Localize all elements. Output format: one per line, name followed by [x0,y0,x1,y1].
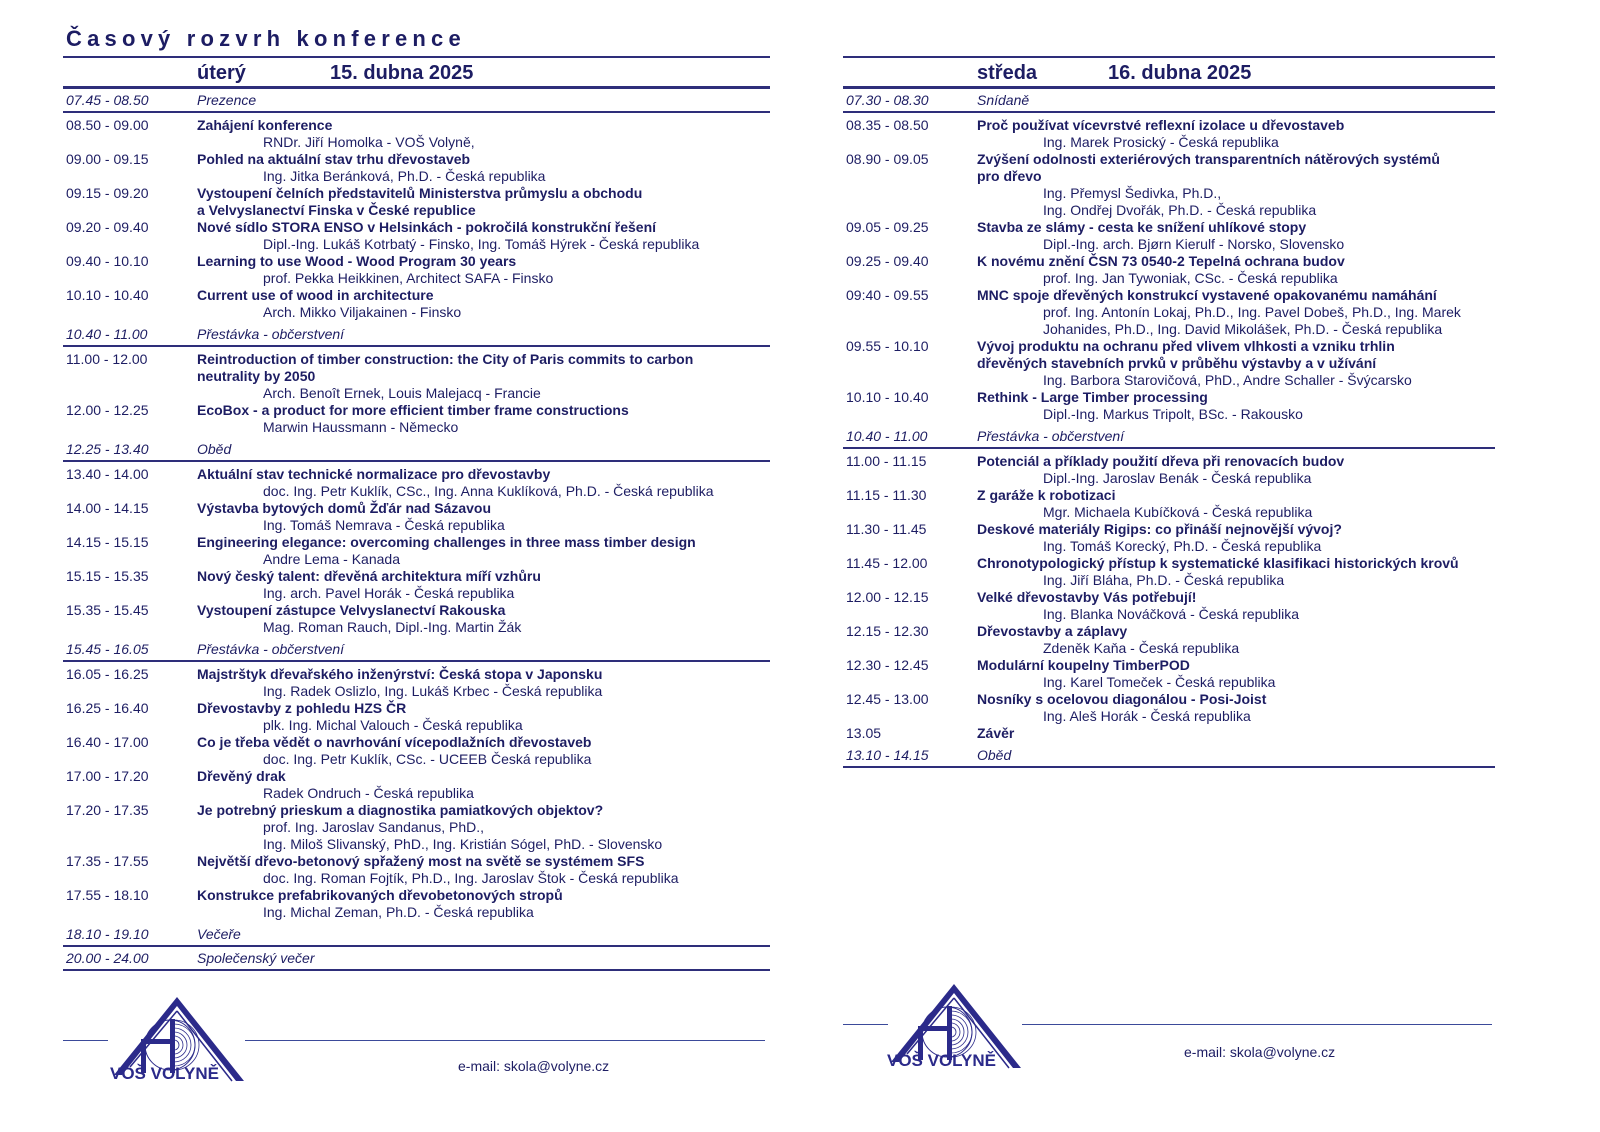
schedule-item [843,555,1495,589]
item-time: 09.20 - 09.40 [66,219,149,235]
item-time: 10.10 - 10.40 [846,389,929,405]
item-speaker: RNDr. Jiří Homolka - VOŠ Volyně, [263,134,475,150]
item-title: Reintroduction of timber construction: the City of Paris commits to carbon [197,351,694,367]
schedule-item [63,151,770,185]
item-time: 15.35 - 15.45 [66,602,149,618]
item-time: 13.05 [846,725,882,741]
item-body [197,219,770,253]
item-speaker: plk. Ing. Michal Valouch - Česká republika [263,717,523,733]
schedule-list [63,89,770,971]
day-date: 15. dubna 2025 [330,62,474,84]
item-title: Proč používat vícevrstvé reflexní izolace u dřevostaveb [977,117,1345,133]
schedule-item [63,185,770,219]
item-speaker: Ing. Ondřej Dvořák, Ph.D. - Česká republika [1043,202,1317,218]
session-block [843,113,1495,425]
schedule-item [63,402,770,436]
item-title: Pohled na aktuální stav trhu dřevostaveb [197,151,471,167]
item-speaker: Zdeněk Kaňa - Česká republika [1043,640,1240,656]
schedule-item [843,521,1495,555]
day-date: 16. dubna 2025 [1108,62,1252,84]
item-time: 16.25 - 16.40 [66,700,149,716]
item-title: Závěr [977,725,1015,741]
item-time: 17.35 - 17.55 [66,853,149,869]
item-time: 09.40 - 10.10 [66,253,149,269]
item-body [197,151,770,185]
break-time: 10.40 - 11.00 [66,326,148,342]
item-time: 15.15 - 15.35 [66,568,149,584]
item-body [977,253,1495,287]
school-email[interactable]: e-mail: skola@volyne.cz [1184,1044,1336,1060]
item-title: Rethink - Large Timber processing [977,389,1208,405]
break-row [63,923,770,947]
schedule-item [843,253,1495,287]
item-speaker: doc. Ing. Petr Kuklík, CSc. - UCEEB Česká republika [263,751,592,767]
schedule-item [63,500,770,534]
item-time: 08.90 - 09.05 [846,151,929,167]
item-body [977,657,1495,691]
schedule-item [843,487,1495,521]
item-title: Dřevostavby z pohledu HZS ČR [197,700,407,716]
item-title: a Velvyslanectví Finska v České republice [197,202,476,218]
item-title: Výstavba bytových domů Žďár nad Sázavou [197,500,492,516]
schedule-item [843,117,1495,151]
day-name: středa [977,62,1038,84]
item-time: 14.15 - 15.15 [66,534,149,550]
item-body [977,623,1495,657]
session-block [63,113,770,323]
item-time: 11.15 - 11.30 [846,487,927,503]
school-logo [885,982,1023,1072]
item-body [977,287,1495,338]
item-title: Nosníky s ocelovou diagonálou - Posi-Joist [977,691,1267,707]
session-block [63,347,770,438]
item-body [977,521,1495,555]
item-time: 12.45 - 13.00 [846,691,929,707]
item-body [197,351,770,402]
item-time: 12.00 - 12.15 [846,589,929,605]
item-title: MNC spoje dřevěných konstrukcí vystavené opakovanému namáhání [977,287,1437,303]
day-header [63,58,770,89]
item-body [197,602,770,636]
item-body [197,402,770,436]
item-title: Největší dřevo-betonový spřažený most na světě se systémem SFS [197,853,645,869]
break-time: 20.00 - 24.00 [66,950,149,966]
item-body [977,151,1495,219]
item-speaker: Johanides, Ph.D., Ing. David Mikolášek, Ph.D. - Česká republika [1043,321,1443,337]
item-title: Deskové materiály Rigips: co přináší nejnovější vývoj? [977,521,1342,537]
schedule-item [843,589,1495,623]
item-title: Stavba ze slámy - cesta ke snížení uhlíkové stopy [977,219,1307,235]
schedule-item [63,768,770,802]
item-speaker: Arch. Mikko Viljakainen - Finsko [263,304,462,320]
schedule-item [63,734,770,768]
item-body [977,338,1495,389]
item-time: 17.00 - 17.20 [66,768,149,784]
schedule-item [63,700,770,734]
item-body [197,253,770,287]
divider [63,1040,108,1041]
schedule-item [843,691,1495,725]
break-time: 07.45 - 08.50 [66,92,149,108]
page-title: Časový rozvrh konference [66,26,466,51]
day-header [843,58,1495,89]
item-body [977,589,1495,623]
schedule-item [843,389,1495,423]
item-title: Vystoupení zástupce Velvyslanectví Rakouska [197,602,506,618]
item-speaker: prof. Ing. Jaroslav Sandanus, PhD., [263,819,485,835]
item-title: Velké dřevostavby Vás potřebují! [977,589,1197,605]
schedule-item [63,253,770,287]
item-title: neutrality by 2050 [197,368,316,384]
item-body [197,500,770,534]
item-speaker: Dipl.-Ing. Jaroslav Benák - Česká republika [1043,470,1312,486]
break-label: Oběd [977,747,1012,763]
item-speaker: Mgr. Michaela Kubíčková - Česká republika [1043,504,1313,520]
item-title: Potenciál a příklady použití dřeva při renovacích budov [977,453,1345,469]
item-time: 17.20 - 17.35 [66,802,149,818]
break-row [63,323,770,347]
item-speaker: Mag. Roman Rauch, Dipl.-Ing. Martin Žák [263,619,522,635]
item-time: 16.05 - 16.25 [66,666,149,682]
schedule-day-wednesday [843,56,1495,768]
item-title: K novému znění ČSN 73 0540-2 Tepelná ochrana budov [977,253,1345,269]
item-time: 08.35 - 08.50 [846,117,929,133]
schedule-item [63,351,770,402]
item-title: Zahájení konference [197,117,333,133]
item-time: 14.00 - 14.15 [66,500,149,516]
item-time: 12.30 - 12.45 [846,657,929,673]
item-body [977,219,1495,253]
item-body [977,453,1495,487]
item-body [197,666,770,700]
item-title: Majstrštyk dřevařského inženýrství: Česká stopa v Japonsku [197,666,603,682]
item-body [197,185,770,219]
schedule-item [843,287,1495,338]
item-time: 11.00 - 11.15 [846,453,927,469]
schedule-list [843,89,1495,768]
break-label: Oběd [197,441,232,457]
break-time: 18.10 - 19.10 [66,926,149,942]
item-speaker: Arch. Benoît Ernek, Louis Malejacq - Francie [263,385,541,401]
break-time: 15.45 - 16.05 [66,641,149,657]
break-label: Snídaně [977,92,1030,108]
schedule-item [843,453,1495,487]
item-body [197,700,770,734]
item-time: 11.45 - 12.00 [846,555,928,571]
item-speaker: Dipl.-Ing. Lukáš Kotrbatý - Finsko, Ing. Tomáš Hýrek - Česká republika [263,236,700,252]
schedule-item [63,568,770,602]
item-speaker: Ing. Karel Tomeček - Česká republika [1043,674,1276,690]
item-speaker: prof. Pekka Heikkinen, Architect SAFA - Finsko [263,270,554,286]
break-time: 10.40 - 11.00 [846,428,928,444]
item-body [977,389,1495,423]
divider [1022,1024,1492,1025]
schedule-item [843,219,1495,253]
schedule-item [63,853,770,887]
item-body [197,768,770,802]
item-time: 09.15 - 09.20 [66,185,149,201]
item-title: Dřevěný drak [197,768,286,784]
item-body [977,487,1495,521]
session-block [63,462,770,638]
item-speaker: doc. Ing. Roman Fojtík, Ph.D., Ing. Jaroslav Štok - Česká republika [263,870,679,886]
item-speaker: Dipl.-Ing. Markus Tripolt, BSc. - Rakousko [1043,406,1303,422]
item-title: pro dřevo [977,168,1042,184]
break-label: Večeře [197,926,241,942]
item-time: 11.00 - 12.00 [66,351,148,367]
school-email[interactable]: e-mail: skola@volyne.cz [458,1058,610,1074]
item-time: 10.10 - 10.40 [66,287,149,303]
break-label: Prezence [197,92,257,108]
item-title: Nový český talent: dřevěná architektura míří vzhůru [197,568,541,584]
divider [843,1024,888,1025]
item-body [977,725,1495,742]
item-title: Modulární koupelny TimberPOD [977,657,1190,673]
item-speaker: Ing. Radek Oslizlo, Ing. Lukáš Krbec - Česká republika [263,683,603,699]
item-title: Current use of wood in architecture [197,287,434,303]
item-speaker: Ing. arch. Pavel Horák - Česká republika [263,585,515,601]
item-title: Co je třeba vědět o navrhování vícepodlažních dřevostaveb [197,734,592,750]
item-body [977,691,1495,725]
item-title: Engineering elegance: overcoming challenges in three mass timber design [197,534,696,550]
item-body [977,555,1495,589]
item-title: Nové sídlo STORA ENSO v Helsinkách - pokročilá konstrukční řešení [197,219,657,235]
schedule-day-tuesday [63,56,770,971]
item-speaker: Ing. Miloš Slivanský, PhD., Ing. Kristián Sógel, PhD. - Slovensko [263,836,663,852]
break-row [843,744,1495,768]
schedule-item [63,287,770,321]
schedule-item [843,657,1495,691]
item-body [197,802,770,853]
item-time: 12.00 - 12.25 [66,402,149,418]
item-body [197,466,770,500]
break-label: Přestávka - občerstvení [197,641,345,657]
schedule-item [63,602,770,636]
break-row [843,425,1495,449]
item-speaker: Ing. Tomáš Nemrava - Česká republika [263,517,505,533]
school-logo [108,995,246,1085]
break-row [63,438,770,462]
item-speaker: Ing. Přemysl Šedivka, Ph.D., [1043,185,1222,201]
item-time: 08.50 - 09.00 [66,117,149,133]
item-speaker: Marwin Haussmann - Německo [263,419,459,435]
item-title: Chronotypologický přístup k systematické klasifikaci historických krovů [977,555,1459,571]
break-label: Společenský večer [197,950,315,966]
day-name: úterý [197,62,246,84]
item-speaker: Ing. Tomáš Korecký, Ph.D. - Česká republika [1043,538,1322,554]
item-speaker: Ing. Marek Prosický - Česká republika [1043,134,1279,150]
schedule-item [63,887,770,921]
item-body [197,117,770,151]
schedule-item [63,534,770,568]
item-title: Aktuální stav technické normalizace pro dřevostavby [197,466,551,482]
item-title: Z garáže k robotizaci [977,487,1116,503]
item-speaker: doc. Ing. Petr Kuklík, CSc., Ing. Anna Kuklíková, Ph.D. - Česká republika [263,483,714,499]
item-body [197,734,770,768]
item-time: 09.00 - 09.15 [66,151,149,167]
item-body [197,534,770,568]
break-row [843,89,1495,113]
item-title: Je potrebný prieskum a diagnostika pamiatkových objektov? [197,802,604,818]
item-time: 09.55 - 10.10 [846,338,929,354]
item-time: 13.40 - 14.00 [66,466,149,482]
item-time: 09.05 - 09.25 [846,219,929,235]
break-time: 13.10 - 14.15 [846,747,929,763]
item-title: dřevěných stavebních prvků v průběhu výstavby a v užívání [977,355,1377,371]
break-row [63,638,770,662]
item-body [197,568,770,602]
schedule-item [843,623,1495,657]
item-speaker: Ing. Barbora Starovičová, PhD., Andre Schaller - Švýcarsko [1043,372,1412,388]
item-speaker: Dipl.-Ing. arch. Bjørn Kierulf - Norsko, Slovensko [1043,236,1345,252]
schedule-item [843,151,1495,219]
item-body [197,287,770,321]
logo-text: VOŠ VOLYNĚ [110,1064,219,1083]
item-body [977,117,1495,151]
schedule-item [843,338,1495,389]
item-speaker: Ing. Michal Zeman, Ph.D. - Česká republika [263,904,534,920]
item-speaker: Ing. Aleš Horák - Česká republika [1043,708,1251,724]
break-row [63,947,770,971]
item-speaker: Ing. Jiří Bláha, Ph.D. - Česká republika [1043,572,1285,588]
item-speaker: prof. Ing. Jan Tywoniak, CSc. - Česká republika [1043,270,1338,286]
item-time: 12.15 - 12.30 [846,623,929,639]
schedule-item [63,219,770,253]
item-time: 16.40 - 17.00 [66,734,149,750]
item-title: Dřevostavby a záplavy [977,623,1128,639]
schedule-item [63,466,770,500]
item-speaker: Radek Ondruch - Česká republika [263,785,474,801]
schedule-item [63,802,770,853]
item-time: 11.30 - 11.45 [846,521,927,537]
break-label: Přestávka - občerstvení [197,326,345,342]
item-title: Learning to use Wood - Wood Program 30 years [197,253,517,269]
item-speaker: prof. Ing. Antonín Lokaj, Ph.D., Ing. Pavel Dobeš, Ph.D., Ing. Marek [1043,304,1461,320]
item-title: Konstrukce prefabrikovaných dřevobetonových stropů [197,887,563,903]
item-time: 17.55 - 18.10 [66,887,149,903]
break-label: Přestávka - občerstvení [977,428,1125,444]
item-title: EcoBox - a product for more efficient timber frame constructions [197,402,629,418]
divider [245,1040,765,1041]
session-block [843,449,1495,744]
item-speaker: Ing. Jitka Beránková, Ph.D. - Česká republika [263,168,546,184]
item-title: Zvýšení odolnosti exteriérových transparentních nátěrových systémů [977,151,1440,167]
logo-text: VOŠ VOLYNĚ [887,1051,996,1070]
item-time: 09:40 - 09.55 [846,287,929,303]
item-title: Vystoupení čelních představitelů Ministerstva průmyslu a obchodu [197,185,643,201]
break-time: 12.25 - 13.40 [66,441,149,457]
session-block [63,662,770,923]
item-speaker: Ing. Blanka Nováčková - Česká republika [1043,606,1300,622]
schedule-item [63,117,770,151]
schedule-item [843,725,1495,742]
item-title: Vývoj produktu na ochranu před vlivem vlhkosti a vzniku trhlin [977,338,1395,354]
break-time: 07.30 - 08.30 [846,92,929,108]
item-time: 09.25 - 09.40 [846,253,929,269]
break-row [63,89,770,113]
schedule-item [63,666,770,700]
item-body [197,887,770,921]
item-speaker: Andre Lema - Kanada [263,551,400,567]
item-body [197,853,770,887]
